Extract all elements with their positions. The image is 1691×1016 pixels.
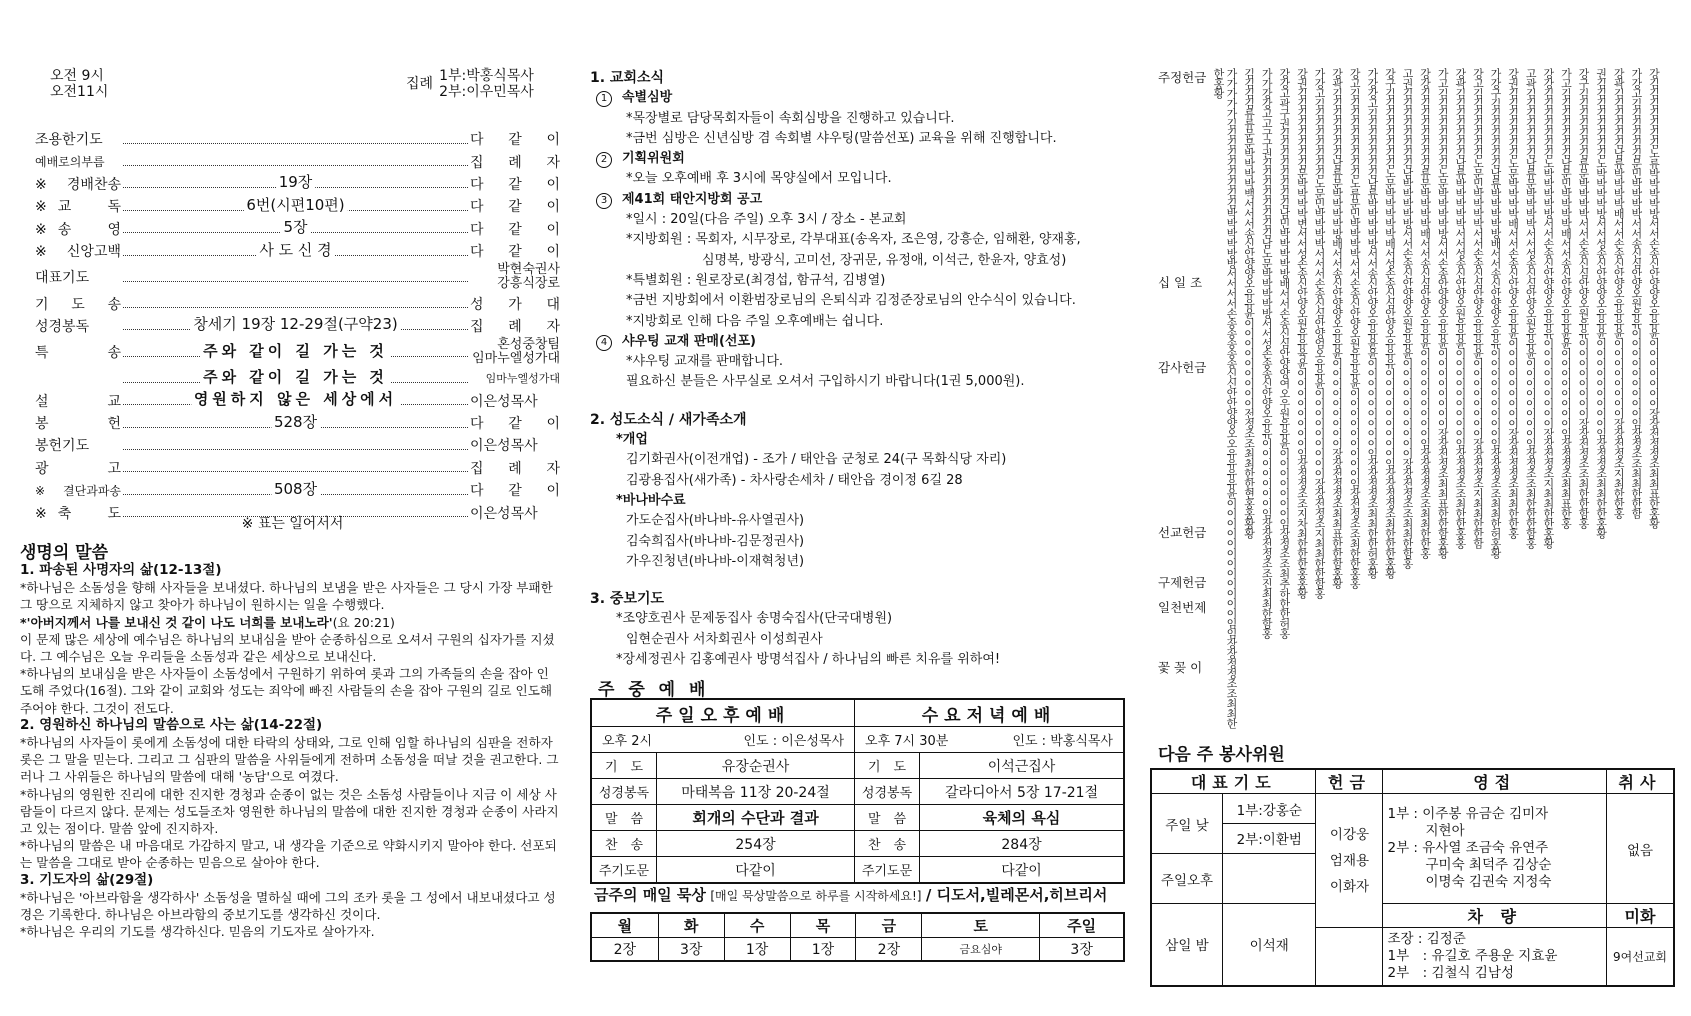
wednesday-pm-title: 수요저녁예배 bbox=[855, 699, 1124, 727]
offering-person: 이강웅 bbox=[1329, 826, 1370, 843]
order-label: 대표기도 bbox=[35, 270, 90, 287]
news-subheading: *개업 bbox=[616, 432, 648, 448]
day-header: 주일 bbox=[1040, 913, 1124, 938]
vh-prayer: 대표기도 bbox=[1151, 769, 1316, 794]
offering-category: 일천번제 bbox=[1158, 600, 1207, 615]
order-person-1: 혼성중창팀 bbox=[497, 337, 560, 353]
row-value: 유장순권사 bbox=[657, 753, 855, 779]
order-person: 다 같 이 bbox=[470, 176, 560, 193]
sermon-para: 이 문제 많은 세상에 예수님은 하나님의 보내심을 받아 순종하심으로 오셔서 구원의 십자가를 지셨다. 그 예수님은 오늘 우리들을 소돔성과 같은 세상으로 보내신다. bbox=[20, 631, 555, 665]
news-line: *오늘 오후예배 후 3시에 목양실에서 모입니다. bbox=[626, 171, 892, 187]
row-label-sunday-pm: 주일오후 bbox=[1151, 854, 1223, 904]
greeting-volunteers bbox=[1383, 794, 1607, 904]
order-row bbox=[35, 367, 560, 389]
row-key: 주기도문 bbox=[591, 857, 657, 884]
offering-name-list bbox=[1212, 68, 1670, 730]
offering-volunteers bbox=[1316, 794, 1383, 928]
order-person bbox=[470, 338, 560, 366]
order-dots bbox=[123, 457, 468, 472]
order-label: ※교 독 bbox=[35, 199, 121, 216]
row-key: 성경봉독 bbox=[591, 779, 657, 805]
news-line: 필요하신 분들은 사무실로 오셔서 구입하시기 바랍니다(1권 5,000원). bbox=[626, 374, 1025, 390]
order-row bbox=[35, 262, 560, 292]
row-key: 기 도 bbox=[591, 753, 657, 779]
offering-person: 이화자 bbox=[1329, 878, 1370, 895]
weekday-worship-title: 주 중 예 배 bbox=[598, 680, 710, 700]
order-row bbox=[35, 128, 560, 150]
offering-names-strip: 강곽김김김김김김김남류박박박박박서서성송신안양오원유유윤이이이이이이이이이임장정정조조최한한홍홍 bbox=[1453, 68, 1467, 548]
order-row bbox=[35, 195, 560, 217]
news-line: *금번 지방회에서 이환범장로님의 은퇴식과 김정준장로님의 안수식이 있습니다. bbox=[626, 293, 1076, 309]
day-header: 토 bbox=[922, 913, 1040, 938]
order-label: ※결단과파송 bbox=[35, 483, 121, 498]
order-content: 19장 bbox=[276, 171, 316, 192]
day-hymn: 3장 bbox=[1040, 938, 1124, 962]
offering-names-strip: 가강고김김김김김김문민박박박박서서송신심안양오원유유이이이이이이이이이임장정조조최최한한함 bbox=[1629, 68, 1643, 518]
order-label: 봉 헌 bbox=[35, 416, 121, 433]
offering-names-strip: 강권김김김김김김김김문박박박박변서서성손송신안양오원유유육윤이이이이이이이이임장정정조조지차최한한한홍홍황 bbox=[1295, 68, 1309, 598]
order-label: ※송 영 bbox=[35, 221, 121, 238]
row-value: 다같이 bbox=[920, 857, 1124, 884]
row-key: 말 씀 bbox=[591, 805, 657, 831]
standing-note: ※ 표는 일어서서 bbox=[241, 516, 344, 532]
offering-names-strip: 고곽김김김김김김김남류문박박박박서서성송신심안양오원유유윤이이이이이이이이임장정조조최한한한함홍 bbox=[1524, 68, 1538, 548]
sermon-quote-ref: (요 20:21) bbox=[332, 614, 395, 630]
offering-names-strip: 강구김김김김김김김류문박박박박서서손송신심안양오원유유이이이이이이이이장장전정조조최한한함홍 bbox=[1577, 68, 1590, 528]
order-content: 6번(시편10편) bbox=[243, 194, 347, 215]
news-line: 심명복, 방광식, 고미선, 장귀문, 유정애, 이석근, 한윤자, 양효성) bbox=[702, 252, 1067, 268]
offering-names-strip: 강곽김김김김김김남류박박박박배서서손송신안양오유유유윤이이이이이이이이장장전정조지최한한홍 bbox=[1612, 68, 1626, 518]
day-header: 월 bbox=[591, 913, 658, 938]
row-key: 찬 송 bbox=[591, 831, 657, 857]
sermon-para: *하나님의 영원한 진리에 대한 진지한 경청과 순종이 없는 것은 소돔성 사람들이나 지금 이 세상 사람들이 다르지 않다. 문제는 성도들조차 영원한 하나님의 말씀에 대한 진지한 경청과 순종이 사라지고 있는 점이다. 말씀 앞에 진지하자. bbox=[20, 786, 559, 837]
offering-names-strip: 가고김김김김김김김남문민박박박박배서서송신안양오유유윤윤이이이이이이이이임장정정조최최표한홍 bbox=[1559, 68, 1573, 528]
day-header: 금 bbox=[856, 913, 922, 938]
offering-names-strip: 강고김김김김김김김노문민박박박박서서손송신심안양오유유유윤이이이이이이이이장장전정조지최최한한함 bbox=[1471, 68, 1485, 548]
row-key: 기 도 bbox=[855, 753, 920, 779]
day-header: 화 bbox=[658, 913, 724, 938]
order-row bbox=[35, 218, 560, 240]
order-content: 508장 bbox=[271, 478, 320, 499]
order-label: ※신앙고백 bbox=[35, 244, 121, 261]
row-value: 갈라디아서 5장 17-21절 bbox=[920, 779, 1124, 805]
order-row bbox=[35, 412, 560, 434]
row-key: 말 씀 bbox=[855, 805, 920, 831]
order-person: 이은성목사 bbox=[470, 393, 538, 410]
volunteers-table bbox=[1150, 768, 1675, 987]
order-label: 조용한기도 bbox=[35, 132, 103, 149]
order-person: 이은성목사 bbox=[470, 505, 538, 522]
car-heading: 차 량 bbox=[1383, 904, 1607, 928]
meditation-note: [매일 묵상말씀으로 하루를 시작하세요!] bbox=[710, 889, 922, 903]
order-label: 예배로의부름 bbox=[35, 155, 105, 170]
news-line: 가우진청년(바나바-이재혁청년) bbox=[626, 553, 805, 569]
order-dots bbox=[123, 151, 468, 166]
offering-names-strip: 가강강고김김김김김김김남류박박박박방서서송신안양오유유윤윤이이이이이이이이이임장장정정조최최한한허홍황 bbox=[1365, 68, 1379, 578]
order-person: 다 같 이 bbox=[470, 199, 560, 216]
row-key: 찬 송 bbox=[855, 831, 920, 857]
offering-names-strip: 강강고곽구권김김김김김김김김남민박박박박방배서서손송신심안양양여오우원유유윤이이이이이이이임장정조조최추하한한허홍 bbox=[1277, 68, 1291, 638]
order-row bbox=[35, 479, 560, 501]
order-row bbox=[35, 150, 560, 172]
church-news bbox=[590, 68, 1110, 670]
beauty-volunteers: 9여선교회 bbox=[1607, 928, 1675, 986]
offering-names-strip: 강구김김김김김김김김노문박박박박박배서성손송신심안양오유유유이이이이이이이이이임장장정정조최한한한홍황 bbox=[1383, 68, 1397, 578]
offering-names-strip: 강강김김김김김김김노박박박박방서서손송신안양양오유유유이이이이이이이이이장장전정조지최최한한홍황 bbox=[1541, 68, 1555, 548]
news-line: 임현순권사 서차회권사 이성희권사 bbox=[626, 631, 823, 647]
order-person: 이은성목사 bbox=[470, 438, 538, 455]
sermon-para: *하나님은 소돔성을 향해 사자들을 보내셨다. 하나님의 보냄을 받은 사자들은 그 당시 가장 부패한 그 땅으로 지체하지 않고 찾아가 하나님이 원하시는 일을 수행했다. bbox=[20, 580, 553, 613]
sunday-pm-time: 오후 2시 bbox=[602, 734, 653, 749]
row-key: 성경봉독 bbox=[855, 779, 920, 805]
offering-category: 구제헌금 bbox=[1158, 575, 1207, 590]
order-person: 다 같 이 bbox=[470, 132, 560, 149]
order-dots bbox=[123, 412, 468, 431]
news-line: *지방회로 인해 다음 주일 오후예배는 쉽니다. bbox=[626, 313, 884, 329]
order-label: ※축 도 bbox=[35, 505, 121, 522]
order-person: 집 례 자 bbox=[470, 154, 560, 171]
day-hymn: 2장 bbox=[856, 938, 922, 962]
service-time-2: 오전11시 bbox=[50, 84, 109, 100]
day-hymn: 금요심야 bbox=[922, 938, 1040, 962]
order-dots bbox=[123, 479, 468, 498]
order-person: 다 같 이 bbox=[470, 221, 560, 238]
row-value: 다같이 bbox=[657, 857, 855, 884]
order-dots bbox=[123, 240, 468, 259]
order-content: 영원하지 않은 세상에서 bbox=[191, 388, 400, 409]
offering-names-strip: 가강구김김김김김김김남류박박박박방배서서송신안양양오유유이이이이이이이이이임장장정조조최최한허홍황 bbox=[1489, 68, 1502, 558]
worship-order-list bbox=[35, 128, 560, 524]
news-item-title: 속별심방 bbox=[622, 90, 673, 106]
news-line: 김기화권사(이전개업) - 조가 / 태안읍 군청로 24(구 목화식당 자리) bbox=[626, 452, 1007, 468]
row-label-sunday: 주일 낮 bbox=[1151, 794, 1223, 854]
news-line: *조양호권사 문제동집사 송명숙집사(단국대병원) bbox=[616, 611, 893, 627]
order-row bbox=[35, 240, 560, 262]
news-line: *특별회원 : 원로장로(최경섭, 함규석, 김병열) bbox=[626, 272, 886, 288]
row-key: 주기도문 bbox=[855, 857, 920, 884]
meditation-books: / 디도서,빌레몬서,히브리서 bbox=[925, 886, 1108, 904]
leader-label: 집례 bbox=[406, 76, 434, 92]
car-line: 2부 : 김철식 김남성 bbox=[1387, 964, 1514, 981]
order-person: 임마누엘성가대 bbox=[485, 372, 560, 386]
row-label-wednesday: 삼일 밤 bbox=[1151, 904, 1223, 986]
order-content: 5장 bbox=[280, 216, 310, 237]
news-item-title: 기획위원회 bbox=[622, 151, 685, 167]
sermon-quote: *'아버지께서 나를 보내신 것 같이 나도 너희를 보내노라' bbox=[20, 614, 333, 630]
row-value: 이석근집사 bbox=[920, 753, 1124, 779]
news-line: *목장별로 담당목회자들이 속회심방을 진행하고 있습니다. bbox=[626, 110, 955, 126]
daily-hymn-table bbox=[590, 912, 1125, 962]
offering-category: 꽃 꽂 이 bbox=[1158, 660, 1203, 675]
sermon-para: *하나님은 '아브라함을 생각하사' 소돔성을 멸하실 때에 그의 조카 롯을 그 성에서 내보내셨다고 성경은 기록한다. 하나님은 아브라함의 중보기도를 생각하신 것이다. bbox=[20, 889, 556, 923]
news-heading-members: 2. 성도소식 / 새가족소개 bbox=[590, 411, 747, 428]
leader-1: 1부:박홍식목사 bbox=[439, 68, 534, 84]
order-row bbox=[35, 292, 560, 314]
row-value: 회개의 수단과 결과 bbox=[657, 805, 855, 831]
cooking-volunteers: 없음 bbox=[1607, 794, 1675, 904]
order-label: ※경배찬송 bbox=[35, 176, 121, 193]
circle-number-icon: 3 bbox=[596, 193, 612, 209]
day-hymn: 1장 bbox=[790, 938, 856, 962]
offering-names-strip: 김김김김류류문문박박박박백서서서송신안양양오유유윤이이이이이이이이이전정조조최최한한현홍홍황황 bbox=[1242, 68, 1256, 538]
circle-number-icon: 4 bbox=[596, 335, 612, 351]
order-person: 다 같 이 bbox=[470, 416, 560, 433]
offering-person: 엄재용 bbox=[1329, 852, 1370, 869]
order-dots bbox=[123, 173, 468, 192]
daily-meditation bbox=[594, 884, 1107, 905]
order-row bbox=[35, 457, 560, 479]
order-row bbox=[35, 390, 560, 412]
order-content: 주와 같이 길 가는 것 bbox=[200, 340, 391, 361]
order-dots bbox=[123, 267, 468, 282]
day-hymn: 3장 bbox=[658, 938, 724, 962]
circle-number-icon: 1 bbox=[596, 91, 612, 107]
order-label: 특 송 bbox=[35, 345, 121, 362]
service-times bbox=[50, 68, 108, 100]
car-line: 1부 : 유길호 주용운 지효윤 bbox=[1387, 947, 1558, 964]
news-heading-church: 1. 교회소식 bbox=[590, 70, 665, 86]
sunday-pm-leader: 인도 : 이은성목사 bbox=[743, 734, 845, 749]
order-person-1: 박현숙권사 bbox=[497, 262, 560, 278]
sunday-prayer bbox=[1223, 794, 1316, 854]
wednesday-pm-time: 오후 7시 30분 bbox=[865, 734, 949, 749]
order-dots bbox=[123, 218, 468, 237]
order-label: 봉헌기도 bbox=[35, 438, 90, 455]
sunday-pm-title: 주일오후예배 bbox=[591, 699, 855, 727]
sermon-summary bbox=[20, 562, 560, 940]
offering-names-strip: 가가강강고고구구권김김김김김김김김남노문박박박박방서서성손송송신안양오유유이이이이이이이임장장전정조조진최최한함홍 bbox=[1260, 68, 1274, 638]
order-person bbox=[470, 263, 560, 291]
volunteers-title: 다음 주 봉사위원 bbox=[1158, 745, 1285, 765]
order-label: 기 도 송 bbox=[35, 296, 121, 313]
car-line: 조장 : 김정준 bbox=[1387, 930, 1466, 947]
news-subheading: *바나바수료 bbox=[616, 492, 686, 508]
order-content: 주와 같이 길 가는 것 bbox=[200, 366, 391, 387]
offering-names-strip: 강강김김김김김김김김류문박박박박배서서송신심안양오유유윤이이이이이이이이이임장장정정조조최최한한홍 bbox=[1418, 68, 1432, 558]
news-line: *일시 : 20일(다음 주일) 오후 3시 / 장소 - 본교회 bbox=[626, 212, 907, 228]
vh-cooking: 취사 bbox=[1607, 769, 1675, 794]
sunday-prayer-2: 2부:이환범 bbox=[1223, 823, 1315, 848]
sermon-point-3: 3. 기도자의 삶(29절) bbox=[20, 871, 154, 888]
offering-names-strip: 가강고김김김김김김김김노문민박박박박서서서손송신심안양엄오유유윤이이이이이이이이이장장전정조지최최한한함홍 bbox=[1313, 68, 1326, 598]
offering-names-strip: 권김김김김김김김김노박박박박방서서성송신안양양오유유윤이이이이이이이이이임장정정조최최한한홍황 bbox=[1594, 68, 1608, 538]
vh-greeting: 영접 bbox=[1383, 769, 1607, 794]
news-line: 김광용집사(새가족) - 차사랑손세차 / 태안읍 경이정 6길 28 bbox=[626, 472, 963, 488]
row-value: 254장 bbox=[657, 831, 855, 857]
row-value: 육체의 욕심 bbox=[920, 805, 1124, 831]
offering-names-strip: 강김김김김김김김노류박박박박방서서손송신안양양오유유윤이이이이이이이장장전정정조최최표한홍황 bbox=[1647, 68, 1661, 528]
order-dots bbox=[123, 195, 468, 214]
order-label: 설 교 bbox=[35, 393, 121, 410]
news-line: 김숙희집사(바나바-김문정권사) bbox=[626, 533, 805, 549]
order-row bbox=[35, 434, 560, 456]
sunday-pm-info bbox=[591, 727, 855, 753]
greet-line: 1부 : 이주봉 유금순 김미자 bbox=[1387, 806, 1549, 822]
news-line: *장세정권사 김홍예권사 방명석집사 / 하나님의 빠른 치유를 위하여! bbox=[616, 652, 1001, 668]
order-dots bbox=[123, 390, 468, 409]
order-dots bbox=[123, 435, 468, 450]
order-person: 집 례 자 bbox=[470, 460, 560, 477]
sunday-prayer-1: 1부:강홍순 bbox=[1236, 803, 1302, 819]
wednesday-pm-info bbox=[855, 727, 1124, 753]
news-line: 가도순집사(바나바-유사열권사) bbox=[626, 513, 805, 529]
service-leaders bbox=[406, 68, 534, 100]
row-value: 마태복음 11장 20-24절 bbox=[657, 779, 855, 805]
order-content: 528장 bbox=[271, 411, 320, 432]
weekday-worship-table bbox=[590, 698, 1125, 884]
order-person: 다 같 이 bbox=[470, 244, 560, 261]
order-person-2: 임마누엘성가대 bbox=[472, 351, 560, 367]
order-row bbox=[35, 173, 560, 195]
order-row bbox=[35, 315, 560, 337]
greet-line: 구미숙 최덕주 김상순 bbox=[1425, 857, 1552, 873]
order-content: 창세기 19장 12-29절(구약23) bbox=[190, 313, 400, 334]
offering-names-strip: 강곽김김김김김김김남류문박박박박방배서서송신안양양오유유윤이이이이이이이이이장장전정정조최최표한한함홍황 bbox=[1330, 68, 1344, 588]
row-value: 284장 bbox=[920, 831, 1124, 857]
sermon-para: *하나님의 보내심을 받은 사자들이 소돔성에서 구원하기 위하여 롯과 그의 가족들의 손을 잡아 인도해 주었다(16절). 그와 같이 교회와 성도는 죄악에 빠진 사람들의 손을 잡아 구원의 길로 인도해 주어야 한다. 그것이 전도다. bbox=[20, 666, 553, 716]
meditation-title: 금주의 매일 묵상 bbox=[594, 886, 706, 904]
offering-names-strip: 고권김김김김김김김김남박박박박방서서손송신안양양오원유유윤이이이이이이이이이이장장전정조조최최한함홍 bbox=[1401, 68, 1414, 568]
sermon-para: *하나님의 말씀은 내 마음대로 가감하지 말고, 내 생각을 기준으로 약화시키지 말아야 한다. 선포되는 말씀을 그대로 받아 순종하는 믿음으로 살아야 한다. bbox=[20, 838, 557, 871]
sermon-section-title: 생명의 말씀 bbox=[20, 543, 109, 563]
leader-2: 2부:이우민목사 bbox=[439, 84, 534, 100]
news-line: *지방회원 : 목회자, 시무장로, 각부대표(송옥자, 조은영, 강흥순, 임해환, 양재홍, bbox=[626, 232, 1081, 248]
offering-category: 감사헌금 bbox=[1158, 360, 1207, 375]
day-hymn: 2장 bbox=[591, 938, 658, 962]
offering-names-strip: 가고김김김김김김김김노문박박박박방서서손송안양양오유유윤이이이이이이이이장장전정조최최표한한함홍황 bbox=[1436, 68, 1450, 558]
beauty-heading: 미화 bbox=[1607, 904, 1675, 928]
news-item-title: 제41회 태안지방회 공고 bbox=[622, 191, 763, 207]
order-person-2: 강흥식장로 bbox=[497, 276, 560, 292]
order-person: 성 가 대 bbox=[470, 296, 560, 313]
order-dots bbox=[123, 367, 468, 386]
order-row bbox=[35, 337, 560, 367]
order-dots bbox=[123, 293, 468, 308]
wednesday-prayer: 이석재 bbox=[1223, 904, 1316, 986]
sermon-para: *하나님의 사자들이 롯에게 소돔성에 대한 타락의 상태와, 그로 인해 임할 하나님의 심판을 전하자 롯은 그 말을 믿는다. 그리고 그 심판의 말씀을 사위들에게 전하며 소돔성을 떠날 것을 권고한다. 그러나 그 사위들은 하나님의 말씀에 대해 '농담'으로 여겼다. bbox=[20, 735, 559, 785]
order-person: 다 같 이 bbox=[470, 483, 560, 500]
offering-names-strip: 강고김김김김김김김김김노류문민박박박박서서손송신안양오원유유유윤이이이이이이이이이임장전정조조최한한홍홍 bbox=[1348, 68, 1362, 588]
order-dots bbox=[123, 341, 468, 360]
sermon-para: *하나님은 우리의 기도를 생각하신다. 믿음의 기도자로 살아가자. bbox=[20, 924, 375, 940]
greet-line: 지현아 bbox=[1425, 823, 1465, 839]
order-content: 사 도 신 경 bbox=[256, 239, 334, 260]
order-label: 광 고 bbox=[35, 460, 121, 477]
news-line: *샤우팅 교재를 판매합니다. bbox=[626, 354, 784, 370]
offering-category: 주정헌금 bbox=[1158, 70, 1207, 85]
order-dots bbox=[123, 315, 468, 334]
sermon-point-2: 2. 영원하신 하나님의 말씀으로 사는 삶(14-22절) bbox=[20, 716, 323, 733]
offering-names-strip: 강권김김김김김김김노문박박박박배서서손송신안양오유유윤이이이이이이이이이장장전정정조최최한한홍 bbox=[1506, 68, 1520, 538]
offering-category: 선교헌금 bbox=[1158, 525, 1207, 540]
news-heading-prayer: 3. 중보기도 bbox=[590, 591, 665, 608]
day-header: 목 bbox=[790, 913, 856, 938]
offering-category: 십 일 조 bbox=[1158, 275, 1203, 290]
order-dots bbox=[123, 129, 468, 144]
greet-line: 2부 : 유사열 조금숙 유연주 bbox=[1387, 840, 1549, 856]
order-label: 성경봉독 bbox=[35, 318, 90, 335]
circle-number-icon: 2 bbox=[596, 152, 612, 168]
day-header: 수 bbox=[724, 913, 790, 938]
offering-names-strip: 가가가가가김김김김김김김김김박박박박방방서서서서손송송송송송신신안안양양오오유유유유윤이이이이이이이이이이이이임임장장정정조조최최한한홍황 bbox=[1212, 68, 1238, 728]
service-time-1: 오전 9시 bbox=[50, 68, 104, 84]
news-line: *금번 심방은 신년심방 겸 속회별 샤우팅(말씀선포) 교육을 위해 진행합니다. bbox=[626, 130, 1057, 146]
wednesday-pm-leader: 인도 : 박홍식목사 bbox=[1012, 734, 1113, 749]
sermon-point-1: 1. 파송된 사명자의 삶(12-13절) bbox=[20, 562, 222, 578]
news-item-title: 샤우팅 교재 판매(선포) bbox=[622, 333, 756, 349]
greet-line: 이명숙 김권숙 지정숙 bbox=[1425, 874, 1552, 890]
car-volunteers bbox=[1383, 928, 1607, 986]
day-hymn: 1장 bbox=[724, 938, 790, 962]
order-person: 집 례 자 bbox=[470, 318, 560, 335]
vh-offering: 헌금 bbox=[1316, 769, 1383, 794]
